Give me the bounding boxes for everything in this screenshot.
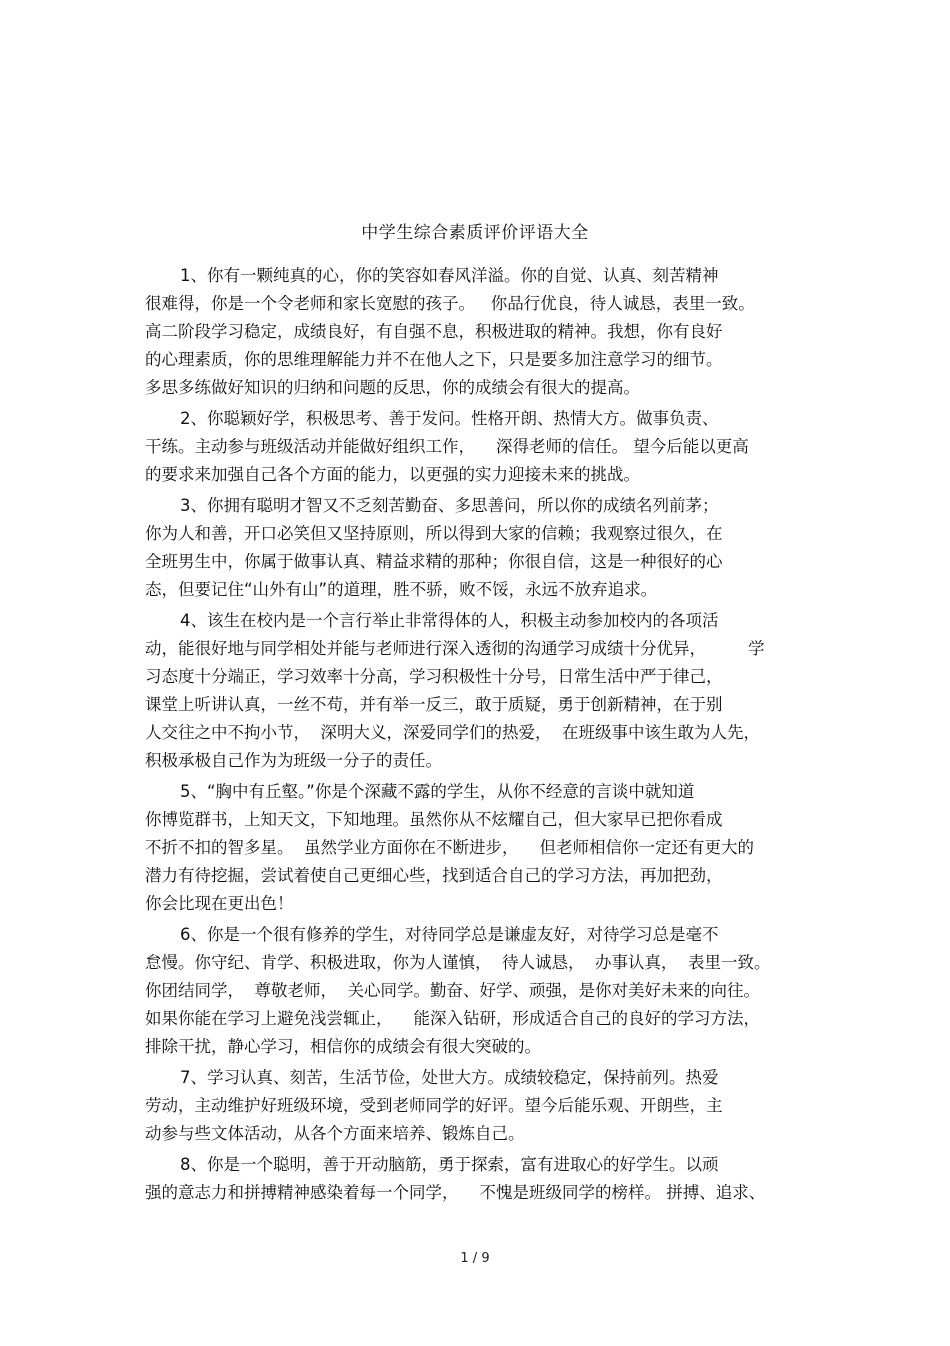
text-line: 的要求来加强自己各个方面的能力，以更强的实力迎接未来的挑战。 — [145, 465, 640, 484]
text-line: 排除干扰，静心学习，相信你的成绩会有很大突破的。 — [145, 1037, 541, 1056]
text-line: 潜力有待挖掘，尝试着使自己更细心些，找到适合自己的学习方法，再加把劲， — [145, 866, 723, 885]
text-line: 怠慢。你守纪、肯学、积极进取，你为人谨慎， 待人诚恳， 办事认真， 表里一致。 — [145, 953, 771, 972]
text-line: 动参与些文体活动，从各个方面来培养、锻炼自己。 — [145, 1124, 525, 1143]
text-line: 劳动，主动维护好班级环境，受到老师同学的好评。望今后能乐观、开朗些，主 — [145, 1096, 723, 1115]
text-line: 你团结同学， 尊敬老师， 关心同学。勤奋、好学、顽强，是你对美好未来的向往。 — [145, 981, 760, 1000]
page-indicator: 1 / 9 — [460, 1251, 490, 1266]
text-line: 强的意志力和拼搏精神感染着每一个同学， 不愧是班级同学的榜样。 拼搏、追求、 — [145, 1183, 766, 1202]
text-line: 动，能很好地与同学相处并能与老师进行深入透彻的沟通学习成绩十分优异， 学 — [145, 639, 765, 658]
text-line: 6、你是一个很有修养的学生，对待同学总是谦虚友好，对待学习总是毫不 — [180, 925, 719, 944]
text-line: 8、你是一个聪明，善于开动脑筋，勇于探索，富有进取心的好学生。以顽 — [180, 1155, 719, 1174]
text-line: 4、该生在校内是一个言行举止非常得体的人，积极主动参加校内的各项活 — [180, 611, 719, 630]
text-line: 不折不扣的智多星。 虽然学业方面你在不断进步， 但老师相信你一定还有更大的 — [145, 838, 754, 857]
text-line: 高二阶段学习稳定，成绩良好，有自强不息，积极进取的精神。我想，你有良好 — [145, 322, 723, 341]
document-title: 中学生综合素质评价评语大全 — [361, 223, 589, 243]
text-line: 7、学习认真、刻苦，生活节俭，处世大方。成绩较稳定，保持前列。热爱 — [180, 1068, 719, 1087]
text-line: 态，但要记住“山外有山”的道理，胜不骄，败不馁，永远不放弃追求。 — [145, 580, 658, 599]
text-line: 你会比现在更出色！ — [145, 894, 294, 913]
text-line: 很难得，你是一个令老师和家长宽慰的孩子。 你品行优良，待人诚恳，表里一致。 — [145, 294, 755, 313]
text-line: 课堂上听讲认真，一丝不苟，并有举一反三，敢于质疑，勇于创新精神，在于别 — [145, 695, 723, 714]
text-line: 2、你聪颖好学，积极思考、善于发问。性格开朗、热情大方。做事负责、 — [180, 409, 719, 428]
text-line: 干练。主动参与班级活动并能做好组织工作， 深得老师的信任。 望今后能以更高 — [145, 437, 749, 456]
text-line: 你为人和善，开口必笑但又坚持原则，所以得到大家的信赖；我观察过很久，在 — [145, 524, 723, 543]
text-line: 5、“胸中有丘壑。”你是个深藏不露的学生，从你不经意的言谈中就知道 — [180, 782, 695, 801]
text-line: 1、你有一颗纯真的心，你的笑容如春风洋溢。你的自觉、认真、刻苦精神 — [180, 266, 719, 285]
text-line: 的心理素质，你的思维理解能力并不在他人之下，只是要多加注意学习的细节。 — [145, 350, 723, 369]
text-line: 你博览群书，上知天文，下知地理。虽然你从不炫耀自己，但大家早已把你看成 — [145, 810, 723, 829]
text-line: 习态度十分端正，学习效率十分高，学习积极性十分号，日常生活中严于律己， — [145, 667, 723, 686]
text-line: 全班男生中，你属于做事认真、精益求精的那种；你很自信，这是一种很好的心 — [145, 552, 723, 571]
text-line: 人交往之中不拘小节， 深明大义，深爱同学们的热爱， 在班级事中该生敢为人先， — [145, 723, 760, 742]
text-line: 积极承极自己作为为班级一分子的责任。 — [145, 751, 442, 770]
text-line: 多思多练做好知识的归纳和问题的反思，你的成绩会有很大的提高。 — [145, 378, 640, 397]
text-line: 3、你拥有聪明才智又不乏刻苦勤奋、多思善问，所以你的成绩名列前茅； — [180, 496, 719, 515]
text-line: 如果你能在学习上避免浅尝辄止， 能深入钻研，形成适合自己的良好的学习方法， — [145, 1009, 760, 1028]
